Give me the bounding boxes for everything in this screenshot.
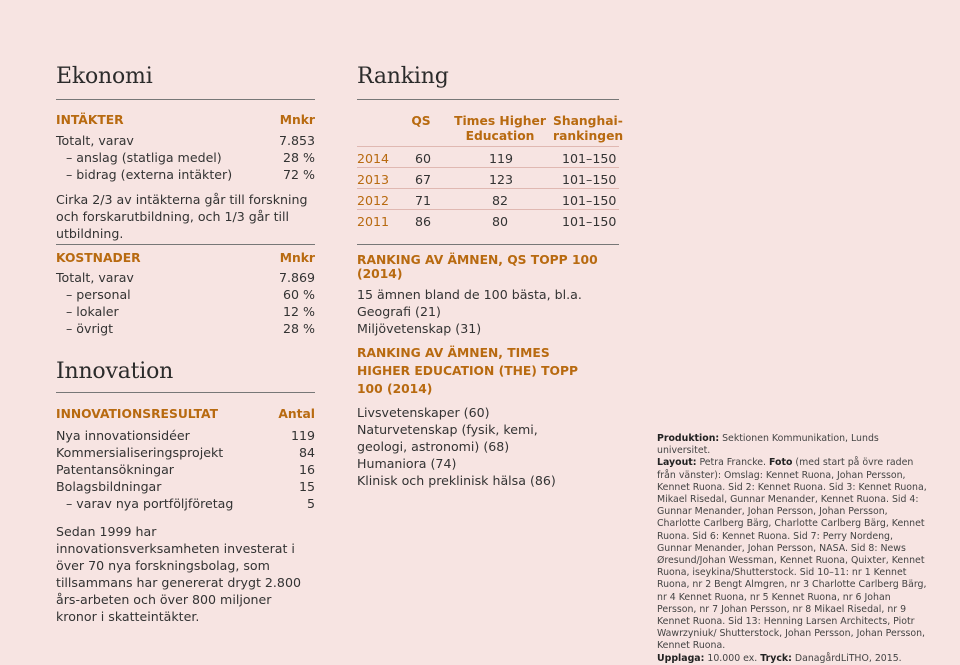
innovation-title: Innovation [56,359,174,384]
income-header-row [56,113,315,127]
ranking-the-value: 82 [492,193,509,208]
innovation-row [56,478,315,495]
economy-rule [56,99,315,100]
costs-row [56,269,315,286]
costs-header-row [56,251,315,265]
innovation-unit: Antal [278,407,315,421]
costs-row [56,286,315,303]
ranking-the-value: 119 [489,151,514,166]
costs-section [56,251,315,337]
costs-header: KOSTNADER [56,251,141,265]
costs-row-label: Totalt, varav [56,270,134,285]
economy-title: Ekonomi [56,64,153,89]
ranking-the-value: 80 [492,214,509,229]
innovation-row-label: Bolagsbildningar [56,479,162,494]
ranking-qs-value: 86 [415,214,432,229]
innovation-row [56,427,315,444]
ranking-year: 2014 [357,151,390,166]
print-label: Tryck: [760,652,792,664]
innovation-section [56,407,315,625]
the-subject-line: Naturvetenskap (fysik, kemi, geologi, astronomi) (68) [357,422,538,454]
ranking-row [357,214,619,234]
edition-text: 10.000 ex. [707,652,758,664]
income-note: Cirka 2/3 av intäkterna går till forskning och forskarutbildning, och 1/3 går till utbildning. [56,192,308,241]
income-row [56,166,315,183]
innovation-row-label: – varav nya portföljföretag [66,496,234,511]
ranking-col-shanghai: Shanghai-rankingen [553,114,624,143]
innovation-header: INNOVATIONSRESULTAT [56,407,218,421]
costs-row [56,303,315,320]
ranking-shanghai-value: 101–150 [562,214,617,229]
costs-rows [56,269,315,337]
costs-row-label: – övrigt [66,321,114,336]
innovation-row-label: Patentansökningar [56,462,174,477]
income-unit: Mnkr [279,113,315,127]
income-row [56,149,315,166]
ranking-divider [357,188,619,189]
ranking-shanghai-value: 101–150 [562,151,617,166]
ranking-shanghai-value: 101–150 [562,172,617,187]
costs-row-value: 28 % [283,321,315,336]
print-text: DanagårdLiTHO, 2015. [794,652,902,664]
ranking-qs-value: 67 [415,172,432,187]
ranking-year: 2011 [357,214,390,229]
costs-row-label: – lokaler [66,304,119,319]
innovation-rule [56,392,315,393]
costs-row-label: – personal [66,287,131,302]
innovation-row-value: 16 [298,462,315,477]
ranking-row [357,172,619,192]
ranking-qs-value: 71 [415,193,432,208]
edition-label: Upplaga: [657,652,705,664]
ranking-year: 2012 [357,193,390,208]
innovation-rows [56,427,315,512]
innovation-row [56,461,315,478]
ranking-divider [357,209,619,210]
innovation-row-value: 15 [298,479,315,494]
income-row-value: 28 % [283,150,315,165]
qs-subject-line: Miljövetenskap (31) [357,321,482,336]
ranking-col-the: Times Higher Education [454,114,546,143]
income-row-value: 7.853 [278,133,315,148]
costs-row [56,320,315,337]
the-subjects-header: RANKING AV ÄMNEN, TIMES HIGHER EDUCATION (THE) TOPP 100 (2014) [357,346,579,396]
photo-label: Foto [769,457,793,469]
income-rows [56,132,315,183]
ranking-year: 2013 [357,172,390,187]
ranking-row [357,151,619,171]
costs-rule [56,244,315,245]
innovation-note: Sedan 1999 har innovationsverksamheten investerat i över 70 nya forskningsbolag, som tillsammans har genererat drygt 2.800 års-arbeten och över 800 miljoner kronor i skatteintäkter. [56,524,301,624]
ranking-title: Ranking [357,64,449,89]
qs-subject-line: Geografi (21) [357,304,441,319]
income-section [56,113,315,242]
ranking-table-header [357,114,624,146]
ranking-divider [357,167,619,168]
qs-subjects-list [357,286,619,337]
production-label: Produktion: [657,433,720,444]
the-subjects-list [357,404,619,489]
the-subjects-section [357,344,619,489]
the-subject-line: Humaniora (74) [357,456,457,471]
income-header: INTÄKTER [56,113,124,127]
income-row-value: 72 % [283,167,315,182]
costs-row-value: 12 % [283,304,315,319]
photo-text: (med start på övre raden från vänster): Omslag: Kennet Ruona, Johan Persson, Kennet Ruona. Sid 2: Kennet Ruona. Sid 3: Kennet Ruona, Mikael Risedal, Gunnar Menander, Kennet Ruona. Sid 4: Gunnar Menander, Johan Persson, Johan Persson, Charlotte Carlberg Bärg, Charlotte Carlberg Bärg, Kennet Ruona. Sid 6: Kennet Ruona. Sid 7: Perry Nordeng, Gunnar Menander, Johan Persson, NASA. Sid 8: News Øresund/Johan Wessman, Kennet Ruona, Quixter, Kennet Ruona, iseykina/Shutterstock. Sid 10–11: nr 1 Kennet Ruona, nr 2 Bengt Almgren, nr 3 Charlotte Carlberg Bärg, nr 4 Kennet Ruona, nr 5 Kennet Ruona, nr 6 Johan Persson, nr 7 Johan Persson, nr 8 Mikael Risedal, nr 9 Kennet Ruona. Sid 13: Henning Larsen Architects, Piotr Wawrzyniuk/ Shutterstock, Johan Persson, Johan Persson, Kennet Ruona. [657,457,927,652]
qs-subjects-section [357,253,619,337]
income-row-label: Totalt, varav [56,133,134,148]
ranking-col-qs: QS [411,114,431,128]
ranking-the-value: 123 [489,172,514,187]
production-text: Sektionen Kommunikation, Lunds universitet. [657,433,879,457]
costs-row-value: 7.869 [278,270,315,285]
innovation-row-value: 5 [306,496,315,511]
qs-subject-line: 15 ämnen bland de 100 bästa, bl.a. [357,287,582,302]
innovation-row-label: Nya innovationsidéer [56,428,190,443]
credits [657,433,927,665]
the-subject-line: Livsvetenskaper (60) [357,405,490,420]
income-row-label: – anslag (statliga medel) [66,150,222,165]
innovation-row-label: Kommersialiseringsprojekt [56,445,224,460]
subjects-rule [357,244,619,245]
income-row [56,132,315,149]
layout-label: Layout: [657,457,697,469]
the-subject-line: Klinisk och preklinisk hälsa (86) [357,473,556,488]
income-row-label: – bidrag (externa intäkter) [66,167,233,182]
ranking-divider [357,146,619,147]
innovation-row [56,495,315,512]
innovation-row-value: 84 [298,445,315,460]
qs-subjects-header: RANKING AV ÄMNEN, QS TOPP 100 (2014) [357,253,598,281]
innovation-header-row [56,407,315,421]
costs-row-value: 60 % [283,287,315,302]
ranking-qs-value: 60 [415,151,432,166]
ranking-shanghai-value: 101–150 [562,193,617,208]
innovation-row-value: 119 [290,428,315,443]
costs-unit: Mnkr [279,251,315,265]
ranking-rule [357,99,619,100]
ranking-row [357,193,619,213]
innovation-row [56,444,315,461]
layout-text: Petra Francke. [699,457,767,469]
